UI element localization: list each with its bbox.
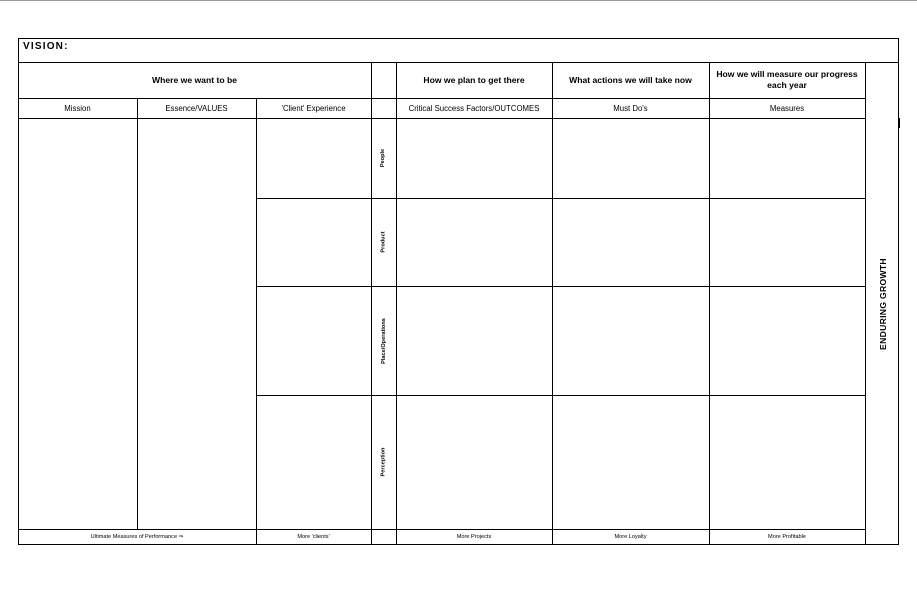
footer-more-clients: More 'clients' — [297, 534, 330, 540]
row-label-place-operations: Place/Operations — [380, 317, 387, 364]
header-how-we-measure: How we will measure our progress each year — [716, 69, 858, 90]
enduring-growth-label: ENDURING GROWTH — [877, 257, 888, 350]
footer-more-projects: More Projects — [456, 534, 492, 540]
row-label-people: People — [380, 148, 387, 168]
row-divider-1 — [256, 198, 866, 199]
column-measures: Measures — [769, 103, 805, 113]
row-label-product: Product — [380, 231, 387, 253]
footer-ultimate-measures: Ultimate Measures of Performance ⇒ — [90, 534, 184, 540]
row-divider-3 — [256, 395, 866, 396]
column-mission: Mission — [64, 103, 91, 113]
header-where-we-want-to-be: Where we want to be — [152, 74, 237, 85]
subheader-divider — [18, 118, 866, 119]
col-divider-mustdo — [709, 62, 710, 545]
col-divider-csf — [552, 62, 553, 545]
col-divider-mission — [137, 98, 138, 529]
vision-label: VISION: — [23, 41, 69, 52]
column-must-dos: Must Do's — [613, 103, 648, 113]
row-divider-2 — [256, 286, 866, 287]
column-client-experience: 'Client' Experience — [281, 103, 346, 113]
page-top-rule — [0, 0, 917, 1]
footer-more-loyalty: More Loyalty — [614, 534, 647, 540]
footer-more-profitable: More Profitable — [768, 534, 806, 540]
col-divider-side — [396, 62, 397, 545]
column-critical-success-factors: Critical Success Factors/OUTCOMES — [408, 103, 540, 113]
column-essence-values: Essence/VALUES — [165, 103, 228, 113]
col-divider-essence — [256, 98, 257, 545]
header-what-actions: What actions we will take now — [569, 74, 692, 85]
header-how-we-plan: How we plan to get there — [423, 74, 525, 85]
row-label-perception: Perception — [380, 447, 387, 477]
